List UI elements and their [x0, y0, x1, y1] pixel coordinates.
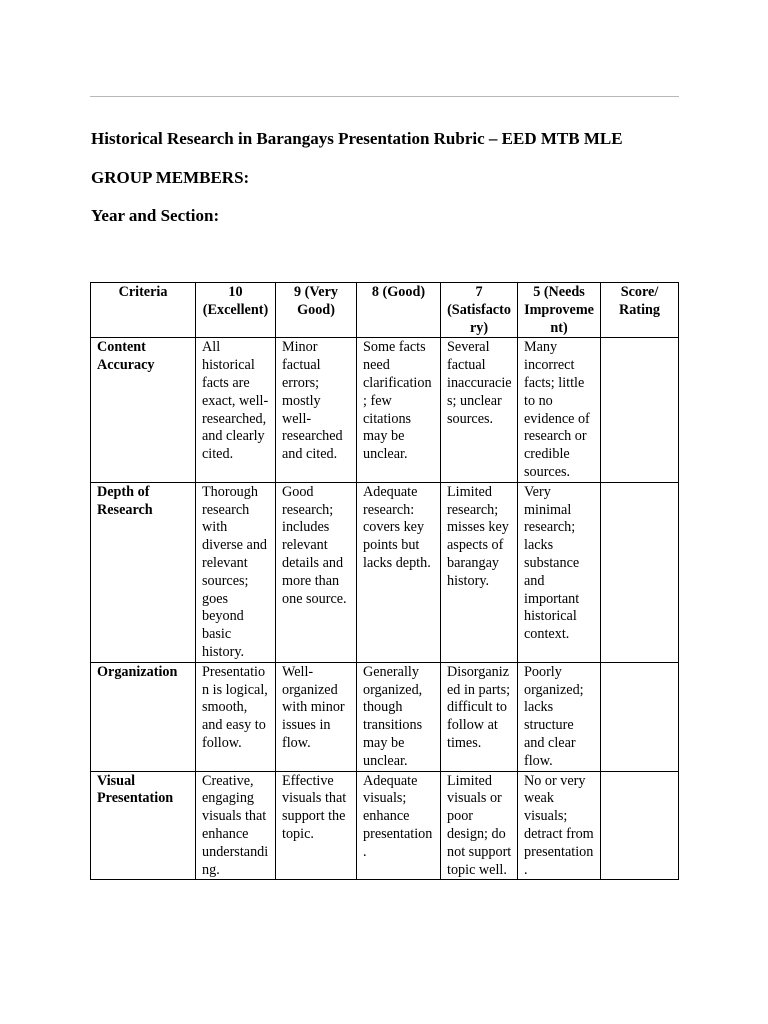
score-cell	[601, 771, 679, 880]
header-needs-improvement: 5 (Needs Improvement)	[518, 283, 601, 338]
header-satisfactory: 7 (Satisfactory)	[441, 283, 518, 338]
table-row	[91, 662, 679, 771]
score-cell	[601, 482, 679, 662]
criteria-cell: Depth of Research	[91, 482, 196, 662]
rubric-cell: Effective visuals that support the topic.	[276, 771, 357, 880]
rubric-cell: Well-organized with minor issues in flow.	[276, 662, 357, 771]
rubric-cell: Minor factual errors; mostly well-researched and cited.	[276, 338, 357, 482]
rubric-cell: Several factual inaccuracies; unclear sources.	[441, 338, 518, 482]
group-members-label: GROUP MEMBERS:	[91, 168, 250, 187]
table-row	[91, 482, 679, 662]
rubric-cell: Adequate visuals; enhance presentation.	[357, 771, 441, 880]
rubric-cell: No or very weak visuals; detract from presentation.	[518, 771, 601, 880]
criteria-cell: Content Accuracy	[91, 338, 196, 482]
rubric-cell: Limited research; misses key aspects of barangay history.	[441, 482, 518, 662]
score-cell	[601, 662, 679, 771]
rubric-cell: Presentation is logical, smooth, and easy to follow.	[196, 662, 276, 771]
header-good: 8 (Good)	[357, 283, 441, 338]
table-row	[91, 338, 679, 482]
rubric-cell: Disorganized in parts; difficult to follow at times.	[441, 662, 518, 771]
header-very-good: 9 (Very Good)	[276, 283, 357, 338]
rubric-cell: Generally organized, though transitions may be unclear.	[357, 662, 441, 771]
rubric-cell: Very minimal research; lacks substance and important historical context.	[518, 482, 601, 662]
rubric-cell: Good research; includes relevant details and more than one source.	[276, 482, 357, 662]
header-row	[91, 283, 679, 338]
rubric-cell: Many incorrect facts; little to no evidence of research or credible sources.	[518, 338, 601, 482]
rubric-cell: Thorough research with diverse and relevant sources; goes beyond basic history.	[196, 482, 276, 662]
rubric-cell: Limited visuals or poor design; do not support topic well.	[441, 771, 518, 880]
criteria-cell: Visual Presentation	[91, 771, 196, 880]
table-row	[91, 771, 679, 880]
rubric-cell: All historical facts are exact, well-researched, and clearly cited.	[196, 338, 276, 482]
score-cell	[601, 338, 679, 482]
header-score-rating: Score/ Rating	[601, 283, 679, 338]
criteria-cell: Organization	[91, 662, 196, 771]
rubric-cell: Poorly organized; lacks structure and clear flow.	[518, 662, 601, 771]
year-section-label: Year and Section:	[91, 206, 220, 225]
document-title: Historical Research in Barangays Presentation Rubric – EED MTB MLE	[91, 129, 623, 148]
rubric-table	[90, 282, 679, 880]
header-excellent: 10 (Excellent)	[196, 283, 276, 338]
rubric-cell: Creative, engaging visuals that enhance understanding.	[196, 771, 276, 880]
header-criteria: Criteria	[91, 283, 196, 338]
rubric-cell: Some facts need clarification; few citations may be unclear.	[357, 338, 441, 482]
rubric-cell: Adequate research: covers key points but lacks depth.	[357, 482, 441, 662]
header-rule	[90, 96, 679, 97]
